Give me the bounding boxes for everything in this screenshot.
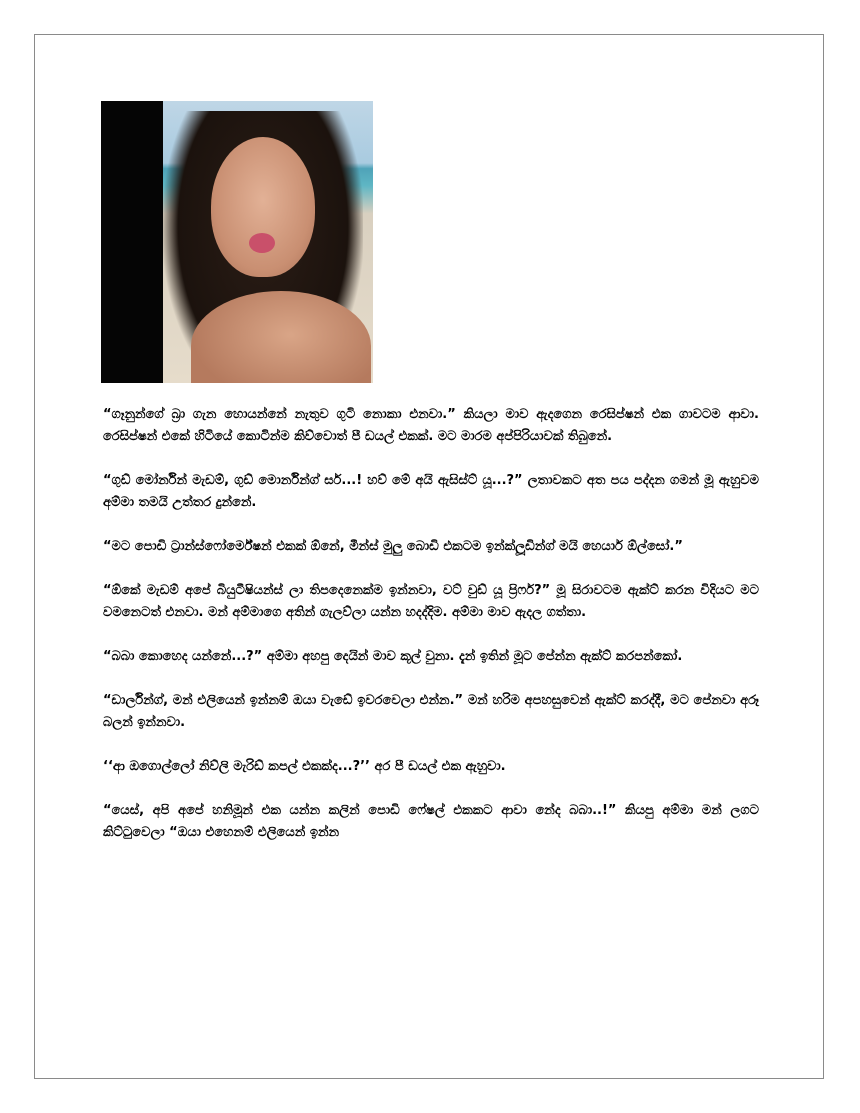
paragraph-8: “යෙස්, අපි අපේ හනිමූන් එක යන්න කලින් පොඩි ෆේෂල් එකකට ආවා නේද බබා..!” කියපු අම්මා මන් ලගට කිට්ටුවෙලා “ඔයා එහෙනම් එලියෙන් ඉන්න — [103, 803, 759, 840]
paragraph-1: “ගෑනුන්ගේ බ්‍රා ගැන හොයන්නේ නැතුව ගුටි නොකා එනවා.” කියලා මාව ඇදගෙන රෙසිප්ෂන් එක ගාවටම ආවා. රෙසිප්ෂන් එකේ හිටියේ කොටින්ම කිව්වොත් පී ඩයල් එකක්. මට මාරම අප්පිරියාවක් තිබුනේ. — [103, 407, 759, 444]
paragraph-2: “ගුඩ් මෝර්නින් මැඩම්, ගුඩ් මොර්නින්ග් සර්...! හව් මේ අයි ඇසිස්ට් යූ...?” ලතාවකට අත පය පද්දන ගමන් මූ ඇහුවම අම්මා තමයි උත්තර දුන්නේ. — [103, 473, 759, 510]
paragraph-7: ‘‘ආ ඔගොල්ලෝ නිව්ලි මැරිඩ් කපල් එකක්ද...?’’ අර පී ඩයල් එක ඇහුවා. — [103, 759, 506, 774]
paragraph-6: “ඩාර්ලින්ග්, මන් එලියෙන් ඉන්නම් ඔයා වැඩේ ඉවරවෙලා එන්න.” මන් හරිම අපහසුවෙන් ඇක්ට් කරද්දී, මට පේනවා අරූ බලන් ඉන්නවා. — [103, 693, 759, 730]
portrait-photo-icon — [101, 101, 373, 383]
paragraph-4: “ඕකේ මැඩම් අපේ බියුටීෂියන්ස් ලා තිපදෙනෙක්ම ඉන්නවා, වට් වුඩ් යූ ප්‍රිෆර්?” මූ සිරාවටම ඇක්ට් කරන විදියට මට වමනෙටත් එනවා. මන් අම්මාගෙ අතින් ගැලව්ලා යන්න හදද්දිම. අම්මා මාව ඇදල ගත්තා. — [103, 583, 759, 620]
document-page — [34, 34, 824, 1079]
photo-lips — [249, 233, 275, 253]
photo-black-strip — [101, 101, 163, 383]
paragraph-3: “මට පොඩි ට්‍රාන්ස්ෆෝර්මේෂන් එකක් ඕනේ, මීන්ස් මුලු බොඩි එකටම ඉන්ක්ලූඩින්ග් මයි හෙයාර් ඕල්සෝ.” — [103, 539, 683, 554]
photo-face — [211, 137, 315, 277]
paragraph-5: “බබා කොහෙද යන්නේ...?” අම්මා අහපු දෙයින් මාව කූල් වුනා. දැන් ඉතින් මූට පේන්න ඇක්ට් කරපන්කෝ. — [103, 649, 683, 664]
story-text — [103, 404, 759, 866]
